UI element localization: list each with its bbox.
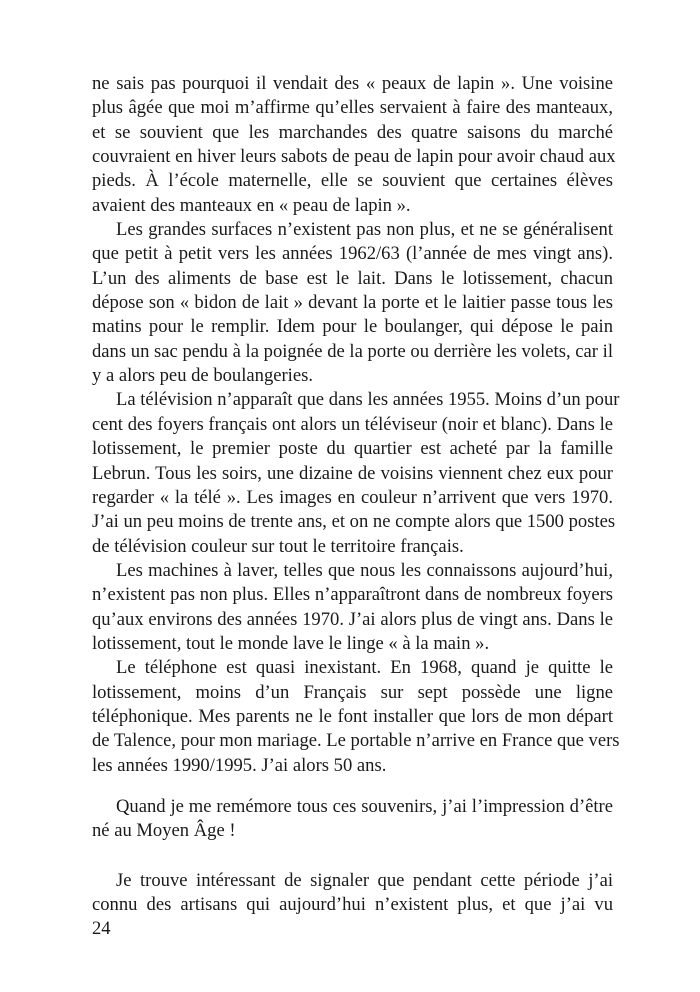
document-page	[92, 72, 620, 942]
text-line: J’ai un peu moins de trente ans, et on ne compte alors que 1500 postes	[92, 511, 616, 533]
paragraph	[92, 656, 620, 778]
text-line: les années 1990/1995. J’ai alors 50 ans.	[92, 754, 387, 776]
text-line: n’existent pas non plus. Elles n’apparaîtront dans de nombreux foyers	[92, 584, 613, 606]
text-line: cent des foyers français ont alors un téléviseur (noir et blanc). Dans le	[92, 413, 613, 435]
text-line: ne sais pas pourquoi il vendait des « peaux de lapin ». Une voisine	[92, 73, 613, 94]
paragraph	[92, 795, 613, 844]
page-number: 24	[92, 918, 111, 940]
text-line: lotissement, tout le monde lave le linge « à la main ».	[92, 632, 490, 654]
text-line: qu’aux environs des années 1970. J’ai alors plus de vingt ans. Dans le	[92, 608, 613, 630]
text-line: lotissement, le premier poste du quartier est acheté par la famille	[92, 438, 613, 460]
text-line: avaient des manteaux en « peau de lapin ».	[92, 194, 411, 216]
text-line: matins pour le remplir. Idem pour le boulanger, qui dépose le pain	[92, 316, 613, 338]
text-line: que petit à petit vers les années 1962/63 (l’année de mes vingt ans).	[92, 243, 613, 265]
text-line: Je trouve intéressant de signaler que pendant cette période j’ai	[116, 869, 613, 891]
text-line: regarder « la télé ». Les images en couleur n’arrivent que vers 1970.	[92, 486, 613, 508]
text-line: couvraient en hiver leurs sabots de peau de lapin pour avoir chaud aux	[92, 146, 616, 168]
text-line: dans un sac pendu à la poignée de la porte ou derrière les volets, car il	[92, 340, 613, 362]
paragraph	[92, 388, 620, 558]
paragraph-spacer	[92, 778, 613, 795]
paragraph	[92, 72, 616, 218]
paragraph	[92, 869, 613, 918]
text-line: et se souvient que les marchandes des quatre saisons du marché	[92, 121, 613, 143]
text-line: de télévision couleur sur tout le territoire français.	[92, 535, 464, 557]
text-line: Le téléphone est quasi inexistant. En 1968, quand je quitte le	[116, 657, 613, 679]
text-line: Les machines à laver, telles que nous les connaissons aujourd’hui,	[116, 559, 613, 581]
text-line: pieds. À l’école maternelle, elle se souvient que certaines élèves	[92, 170, 613, 192]
text-line: téléphonique. Mes parents ne le font installer que lors de mon départ	[92, 705, 613, 727]
paragraph-spacer	[92, 844, 613, 869]
text-line: lotissement, moins d’un Français sur sept possède une ligne	[92, 681, 613, 703]
text-line: Quand je me remémore tous ces souvenirs, j’ai l’impression d’être	[116, 795, 613, 817]
text-line: plus âgée que moi m’affirme qu’elles servaient à faire des manteaux,	[92, 97, 613, 119]
paragraph	[92, 218, 613, 388]
paragraph	[92, 559, 613, 656]
text-line: Lebrun. Tous les soirs, une dizaine de voisins viennent chez eux pour	[92, 462, 613, 484]
text-line: connu des artisans qui aujourd’hui n’existent plus, et que j’ai vu	[92, 894, 613, 915]
text-line: y a alors peu de boulangeries.	[92, 365, 313, 387]
text-line: L’un des aliments de base est le lait. Dans le lotissement, chacun	[92, 267, 613, 289]
text-line: né au Moyen Âge !	[92, 820, 236, 842]
text-line: La télévision n’apparaît que dans les années 1955. Moins d’un pour	[116, 389, 620, 411]
text-line: Les grandes surfaces n’existent pas non plus, et ne se généralisent	[116, 219, 613, 241]
text-line: de Talence, pour mon mariage. Le portable n’arrive en France que vers	[92, 730, 620, 752]
text-line: dépose son « bidon de lait » devant la porte et le laitier passe tous les	[92, 292, 613, 314]
